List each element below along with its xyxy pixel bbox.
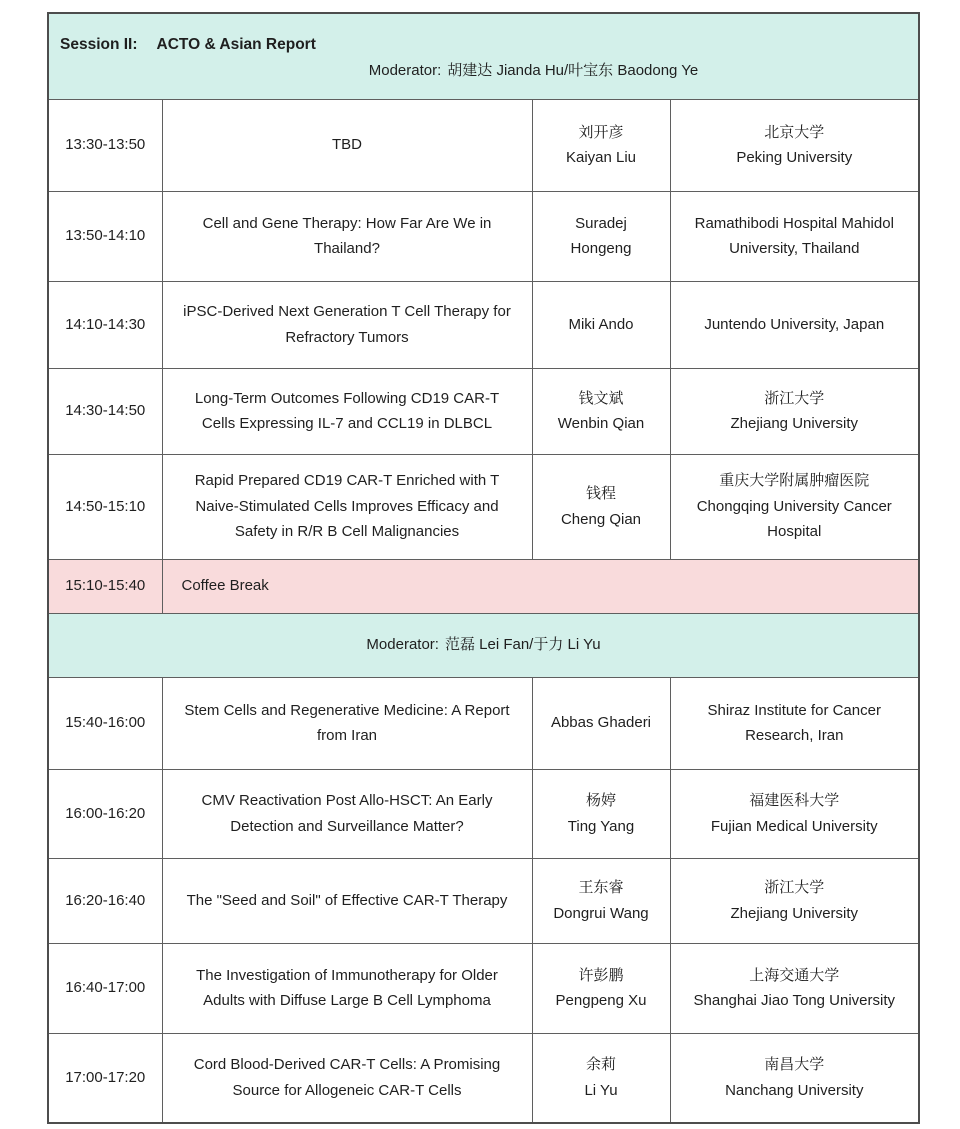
title-cell: The Investigation of Immunotherapy for Older Adults with Diffuse Large B Cell Lymphoma [162, 943, 532, 1033]
affiliation-cell [670, 191, 919, 281]
speaker-name-cn: 钱文斌 [578, 389, 624, 407]
affiliation-en: Chongqing University Cancer Hospital [696, 497, 892, 541]
speaker-name-en: Dongrui Wang [553, 904, 649, 922]
time-cell: 16:20-16:40 [48, 858, 162, 943]
speaker-cell [532, 454, 670, 559]
affiliation-cn: 上海交通大学 [749, 966, 840, 984]
affiliation-cell [670, 1033, 919, 1123]
speaker-cell [532, 191, 670, 281]
speaker-name-cn: 刘开彦 [578, 123, 624, 141]
time-cell: 16:00-16:20 [48, 769, 162, 858]
affiliation-en: Ramathibodi Hospital Mahidol University, Thailand [694, 214, 894, 257]
title-cell: Long-Term Outcomes Following CD19 CAR-T Cells Expressing IL-7 and CCL19 in DLBCL [162, 368, 532, 454]
affiliation-cn: 浙江大学 [764, 879, 825, 896]
session-title-line [49, 31, 918, 58]
time-cell: 14:30-14:50 [48, 368, 162, 454]
moderator-names: 范磊 Lei Fan/于力 Li Yu [444, 636, 601, 654]
title-cell: TBD [162, 99, 532, 191]
speaker-name-en: Li Yu [584, 1081, 618, 1099]
title-cell: iPSC-Derived Next Generation T Cell Therapy for Refractory Tumors [162, 281, 532, 368]
table-row [48, 769, 919, 858]
title-cell: Stem Cells and Regenerative Medicine: A Report from Iran [162, 677, 532, 769]
affiliation-en: Zhejiang University [730, 904, 859, 922]
table-row [48, 1033, 919, 1123]
speaker-cell [532, 858, 670, 943]
affiliation-cell [670, 943, 919, 1033]
title-cell: Cord Blood-Derived CAR-T Cells: A Promising Source for Allogeneic CAR-T Cells [162, 1033, 532, 1123]
speaker-name-en: Kaiyan Liu [565, 149, 637, 166]
affiliation-en: Fujian Medical University [710, 817, 878, 835]
time-cell: 15:10-15:40 [48, 559, 162, 613]
speaker-cell [532, 99, 670, 191]
table-row [48, 858, 919, 943]
speaker-name-en: Miki Ando [568, 315, 634, 333]
time-cell: 14:10-14:30 [48, 281, 162, 368]
time-cell: 16:40-17:00 [48, 943, 162, 1033]
affiliation-cell [670, 858, 919, 943]
affiliation-en: Zhejiang University [730, 415, 859, 432]
table-row [48, 943, 919, 1033]
affiliation-cell [670, 281, 919, 368]
table-row [48, 281, 919, 368]
table-row [48, 454, 919, 559]
time-cell: 15:40-16:00 [48, 677, 162, 769]
speaker-name-en: Pengpeng Xu [555, 992, 647, 1009]
speaker-cell [532, 281, 670, 368]
affiliation-en: Shanghai Jiao Tong University [693, 992, 896, 1009]
speaker-name-en: Cheng Qian [560, 510, 642, 528]
time-cell: 13:30-13:50 [48, 99, 162, 191]
moderator-band-row [48, 613, 919, 677]
affiliation-cell [670, 99, 919, 191]
speaker-cell [532, 1033, 670, 1123]
title-cell: Cell and Gene Therapy: How Far Are We in Thailand? [162, 191, 532, 281]
affiliation-cn: 北京大学 [764, 123, 825, 141]
speaker-name-en: Wenbin Qian [557, 415, 645, 432]
speaker-name-cn: 余莉 [585, 1056, 616, 1074]
speaker-name-cn: 王东睿 [578, 879, 624, 896]
speaker-name-en: Ting Yang [567, 817, 635, 835]
affiliation-cell [670, 677, 919, 769]
break-label-cell: Coffee Break [162, 559, 919, 613]
affiliation-cn: 南昌大学 [764, 1056, 825, 1074]
speaker-name-en: Abbas Ghaderi [550, 714, 652, 732]
session-schedule-table [47, 12, 920, 1124]
session-header-row [48, 13, 919, 99]
affiliation-en: Peking University [736, 149, 853, 166]
table-row [48, 368, 919, 454]
session-label: Session II: [60, 35, 138, 53]
speaker-name-en: Suradej Hongeng [570, 214, 632, 257]
affiliation-cn: 福建医科大学 [749, 792, 840, 809]
time-cell: 17:00-17:20 [48, 1033, 162, 1123]
speaker-name-cn: 杨婷 [585, 792, 616, 809]
affiliation-en: Juntendo University, Japan [704, 315, 885, 333]
speaker-cell [532, 368, 670, 454]
affiliation-en: Shiraz Institute for Cancer Research, Iran [707, 701, 881, 744]
title-cell: CMV Reactivation Post Allo-HSCT: An Early Detection and Surveillance Matter? [162, 769, 532, 858]
speaker-name-cn: 钱程 [585, 485, 616, 502]
table-row [48, 677, 919, 769]
speaker-cell [532, 677, 670, 769]
moderator-label: Moderator: [366, 636, 439, 654]
session-title: ACTO & Asian Report [156, 35, 316, 53]
moderator-label: Moderator: [368, 61, 442, 79]
table-row [48, 191, 919, 281]
table-row [48, 99, 919, 191]
time-cell: 14:50-15:10 [48, 454, 162, 559]
affiliation-cn: 重庆大学附属肿瘤医院 [719, 472, 870, 490]
session-header-cell [48, 13, 919, 99]
title-cell: Rapid Prepared CD19 CAR-T Enriched with T Naive-Stimulated Cells Improves Efficacy and Safety in R/R B Cell Malignancies [162, 454, 532, 559]
affiliation-cn: 浙江大学 [764, 389, 825, 407]
time-cell: 13:50-14:10 [48, 191, 162, 281]
title-cell: The "Seed and Soil" of Effective CAR-T Therapy [162, 858, 532, 943]
affiliation-cell [670, 454, 919, 559]
speaker-cell [532, 769, 670, 858]
affiliation-cell [670, 368, 919, 454]
affiliation-en: Nanchang University [725, 1081, 864, 1099]
speaker-name-cn: 许彭鹏 [578, 966, 624, 984]
coffee-break-row [48, 559, 919, 613]
affiliation-cell [670, 769, 919, 858]
moderator-band-cell [48, 613, 919, 677]
moderator-line [49, 58, 918, 84]
speaker-cell [532, 943, 670, 1033]
moderator-names: 胡建达 Jianda Hu/叶宝东 Baodong Ye [447, 61, 699, 79]
